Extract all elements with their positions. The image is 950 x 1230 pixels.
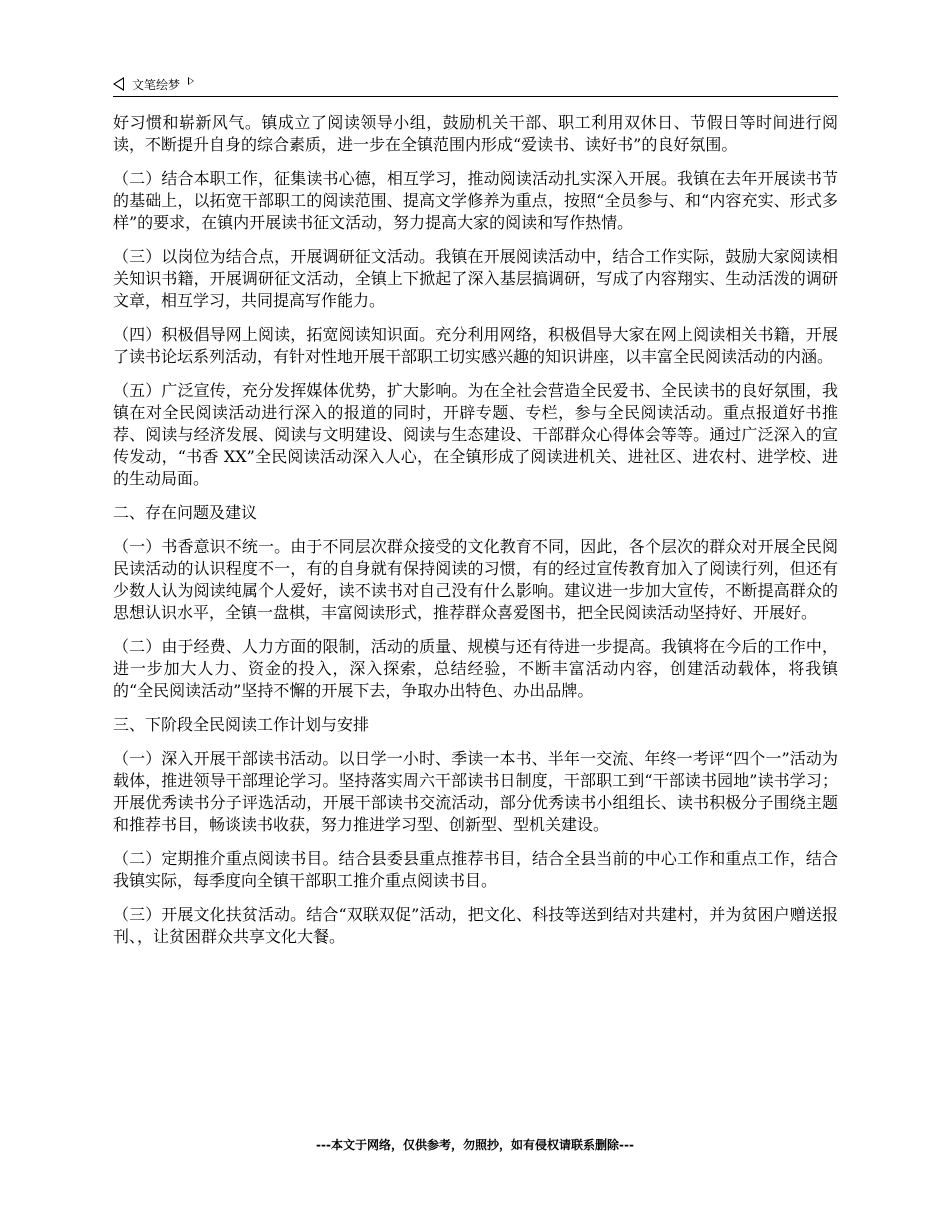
paragraph: （三）开展文化扶贫活动。结合“双联双促”活动，把文化、科技等送到结对共建村，并为贫困户赠送报刊、，让贫困群众共享文化大餐。 [113,905,838,946]
paragraph: （四）积极倡导网上阅读，拓宽阅读知识面。充分利用网络，积极倡导大家在网上阅读相关书籍，开展了读书论坛系列活动，有针对性地开展干部职工切实感兴趣的知识讲座，以丰富全民阅读活动的内涵。 [113,325,838,366]
paragraph: （一）深入开展干部读书活动。以日学一小时、季读一本书、半年一交流、年终一考评“四个一”活动为载体，推进领导干部理论学习。坚持落实周六干部读书日制度，干部职工到“干部读书园地”读书学习；开展优秀读书分子评选活动，开展干部读书交流活动，部分优秀读书小组组长、读书积极分子围绕主题和推荐书目，畅谈读书收获，努力推进学习型、创新型、型机关建设。 [113,749,838,834]
footer-notice: ---本文于网络，仅供参考，勿照抄，如有侵权请联系删除--- [316,1138,634,1152]
triangle-left-icon [113,77,124,91]
paragraph: （二）由于经费、人力方面的限制，活动的质量、规模与还有待进一步提高。我镇将在今后的工作中，进一步加大人力、资金的投入，深入探索，总结经验，不断丰富活动内容，创建活动载体，将我镇的“全民阅读活动”坚持不懈的开展下去，争取办出特色、办出品牌。 [113,637,838,700]
paragraph: 好习惯和崭新风气。镇成立了阅读领导小组，鼓励机关干部、职工利用双休日、节假日等时间进行阅读，不断提升自身的综合素质，进一步在全镇范围内形成“爱读书、读好书”的良好氛围。 [113,113,838,154]
document-body [113,112,838,960]
brand-name: 文笔绘梦 [132,77,181,92]
paragraph: （一）书香意识不统一。由于不同层次群众接受的文化教育不同，因此，各个层次的群众对开展全民阅民读活动的认识程度不一，有的自身就有保持阅读的习惯，有的经过宣传教育加入了阅读行列，但还有少数人认为阅读纯属个人爱好，读不读书对自己没有什么影响。建议进一步加大宣传，不断提高群众的思想认识水平，全镇一盘棋，丰富阅读形式，推荐群众喜爱图书，把全民阅读活动坚持好、开展好。 [113,537,838,622]
paragraph: （五）广泛宣传，充分发挥媒体优势，扩大影响。为在全社会营造全民爱书、全民读书的良好氛围，我镇在对全民阅读活动进行深入的报道的同时，开辟专题、专栏，参与全民阅读活动。重点报道好书推荐、阅读与经济发展、阅读与文明建设、阅读与生态建设、干部群众心得体会等等。通过广泛深入的宣传发动，“书香 XX”全民阅读活动深入人心，在全镇形成了阅读进机关、进社区、进农村、进学校、进的生动局面。 [113,381,838,488]
paragraph: （二）结合本职工作，征集读书心德，相互学习，推动阅读活动扎实深入开展。我镇在去年开展读书节的基础上，以拓宽干部职工的阅读范围、提高文学修养为重点，按照“全员参与、和“内容充实、形式多样”的要求，在镇内开展读书征文活动，努力提高大家的阅读和写作热情。 [113,169,838,232]
page-header [113,72,838,97]
section-heading: 三、下阶段全民阅读工作计划与安排 [113,715,370,734]
triangle-right-icon [188,77,194,85]
paragraph: （三）以岗位为结合点，开展调研征文活动。我镇在开展阅读活动中，结合工作实际，鼓励大家阅读相关知识书籍，开展调研征文活动，全镇上下掀起了深入基层搞调研，写成了内容翔实、生动活泼的调研文章，相互学习，共同提高写作能力。 [113,247,838,310]
section-heading: 二、存在问题及建议 [113,503,258,522]
paragraph: （二）定期推介重点阅读书目。结合县委县重点推荐书目，结合全县当前的中心工作和重点工作，结合我镇实际，每季度向全镇干部职工推介重点阅读书目。 [113,849,838,890]
